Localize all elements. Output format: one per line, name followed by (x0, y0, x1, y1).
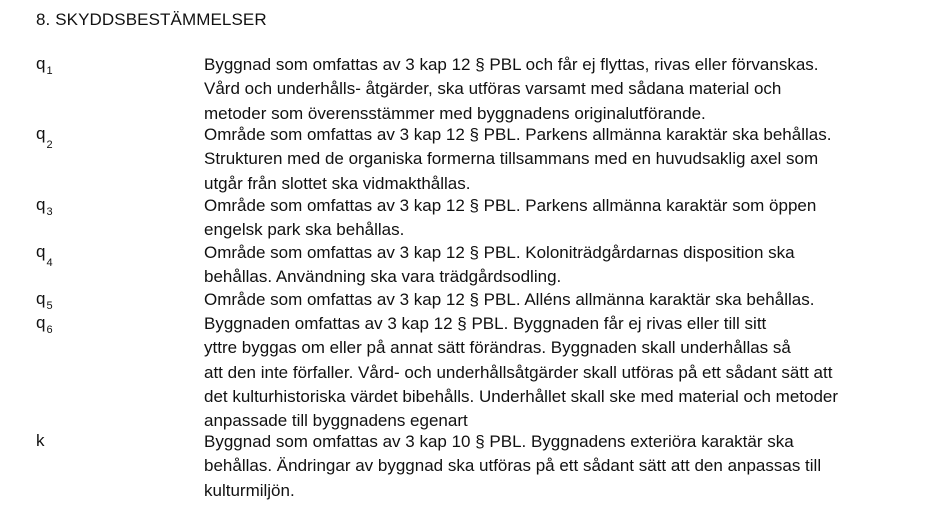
provision-code: k (36, 431, 45, 450)
text-line: kulturmiljön. (204, 480, 295, 500)
text-line: metoder som överensstämmer med byggnadens originalutförande. (204, 103, 706, 123)
provision-text (204, 194, 939, 243)
text-line: Byggnad som omfattas av 3 kap 10 § PBL. Byggnadens exteriöra karaktär ska (204, 432, 794, 451)
text-line: behållas. Användning ska vara trädgårdsodling. (204, 267, 562, 287)
provision-text (204, 241, 939, 290)
text-line: Byggnad som omfattas av 3 kap 12 § PBL och får ej flyttas, rivas eller förvanskas. (204, 55, 819, 74)
text-line: Område som omfattas av 3 kap 12 § PBL. Parkens allmänna karaktär ska behållas. (204, 125, 832, 144)
provision-text (204, 53, 939, 126)
provision-text (204, 312, 939, 433)
section-heading: 8. SKYDDSBESTÄMMELSER (36, 10, 267, 29)
text-line: engelsk park ska behållas. (204, 220, 405, 240)
provision-code: $q_4$ (36, 242, 53, 270)
text-line: behållas. Ändringar av byggnad ska utföras på ett sådant sätt att den anpassas till (204, 456, 822, 476)
provision-text (204, 430, 939, 503)
provision-code: $q_3$ (36, 195, 53, 219)
text-line: Byggnaden omfattas av 3 kap 12 § PBL. Byggnaden får ej rivas eller till sitt (204, 314, 767, 333)
provision-text (204, 288, 939, 312)
provision-text (204, 123, 939, 196)
text-line: Strukturen med de organiska formerna tillsammans med en huvudsaklig axel som (204, 149, 819, 169)
provision-code: $q_2$ (36, 124, 53, 152)
text-line: anpassade till byggnadens egenart (204, 411, 468, 431)
text-line: Vård och underhålls- åtgärder, ska utföras varsamt med sådana material och (204, 79, 782, 99)
provision-code: $q_5$ (36, 289, 53, 313)
provision-code: $q_6$ (36, 313, 53, 337)
text-line: Område som omfattas av 3 kap 12 § PBL. Parkens allmänna karaktär som öppen (204, 196, 817, 215)
text-line: Område som omfattas av 3 kap 12 § PBL. Alléns allmänna karaktär ska behållas. (204, 290, 815, 309)
text-line: Område som omfattas av 3 kap 12 § PBL. Koloniträdgårdarnas disposition ska (204, 243, 795, 262)
provision-code: $q_1$ (36, 54, 53, 78)
text-line: utgår från slottet ska vidmakthållas. (204, 173, 471, 193)
text-line: yttre byggas om eller på annat sätt förändras. Byggnaden skall underhållas så (204, 338, 791, 358)
text-line: det kulturhistoriska värdet bibehålls. Underhållet skall ske med material och metoder (204, 386, 839, 406)
text-line: att den inte förfaller. Vård- och underhållsåtgärder skall utföras på ett sådant sätt att (204, 362, 833, 382)
